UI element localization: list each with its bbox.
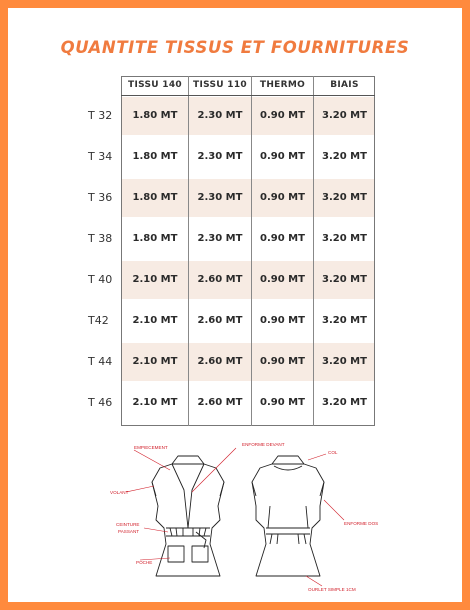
- table-cell: 3.20 MT: [322, 151, 367, 162]
- table-cell: 3.20 MT: [322, 356, 367, 367]
- table-cell: 2.10 MT: [132, 356, 178, 367]
- table-cell: 2.30 MT: [197, 110, 243, 121]
- row-size-label: T42: [88, 314, 109, 327]
- row-size-label: T 34: [88, 150, 113, 163]
- table-cell: 0.90 MT: [260, 397, 305, 408]
- label-enforme-dos: ENFORME DOS: [344, 521, 379, 526]
- table-cell: 3.20 MT: [322, 397, 367, 408]
- table-cell: 1.80 MT: [132, 110, 178, 121]
- table-cell: 2.10 MT: [132, 397, 178, 408]
- garment-diagram: [86, 436, 386, 600]
- table-cell: 0.90 MT: [260, 192, 305, 203]
- vest-flat-sketch: [86, 436, 386, 596]
- table-cell: 0.90 MT: [260, 151, 305, 162]
- table-cell: 2.60 MT: [197, 356, 243, 367]
- table-cell: 2.60 MT: [197, 315, 243, 326]
- table-cell: 0.90 MT: [260, 315, 305, 326]
- table-cell: 1.80 MT: [132, 233, 178, 244]
- column-divider: [188, 76, 189, 426]
- table-cell: 0.90 MT: [260, 233, 305, 244]
- table-cell: 2.30 MT: [197, 151, 243, 162]
- table-cell: 2.60 MT: [197, 397, 243, 408]
- column-header-tissu-110: TISSU 110: [193, 80, 247, 90]
- row-size-label: T 32: [88, 109, 113, 122]
- column-header-tissu-140: TISSU 140: [128, 80, 182, 90]
- table-cell: 2.10 MT: [132, 274, 178, 285]
- label-ceinture: CEINTURE: [116, 522, 140, 527]
- header-divider: [121, 95, 375, 96]
- table-frame: [121, 76, 375, 426]
- label-col: COL: [328, 450, 338, 455]
- table-cell: 1.80 MT: [132, 192, 178, 203]
- column-header-biais: BIAIS: [330, 80, 359, 90]
- table-cell: 0.90 MT: [260, 110, 305, 121]
- row-size-label: T 46: [88, 396, 113, 409]
- table-cell: 2.60 MT: [197, 274, 243, 285]
- column-header-thermo: THERMO: [259, 80, 306, 90]
- label-volant: VOLANT: [110, 490, 129, 495]
- table-cell: 3.20 MT: [322, 274, 367, 285]
- table-cell: 1.80 MT: [132, 151, 178, 162]
- row-size-label: T 36: [88, 191, 113, 204]
- table-cell: 3.20 MT: [322, 233, 367, 244]
- column-divider: [313, 76, 314, 426]
- table-cell: 3.20 MT: [322, 315, 367, 326]
- page: [8, 8, 462, 602]
- table-cell: 2.30 MT: [197, 192, 243, 203]
- label-enforme-devant: ENFORME DEVANT: [242, 442, 285, 447]
- label-poche: POCHE: [136, 560, 153, 565]
- table-cell: 0.90 MT: [260, 274, 305, 285]
- table-cell: 2.10 MT: [132, 315, 178, 326]
- page-title: QUANTITE TISSUS ET FOURNITURES: [60, 38, 410, 57]
- row-size-label: T 40: [88, 273, 113, 286]
- table-cell: 3.20 MT: [322, 192, 367, 203]
- label-empiecement: EMPIECEMENT: [134, 445, 168, 450]
- label-passant: PASSANT: [118, 529, 140, 534]
- table-cell: 3.20 MT: [322, 110, 367, 121]
- column-divider: [251, 76, 252, 426]
- row-size-label: T 44: [88, 355, 113, 368]
- row-size-label: T 38: [88, 232, 113, 245]
- table-cell: 2.30 MT: [197, 233, 243, 244]
- table-cell: 0.90 MT: [260, 356, 305, 367]
- label-ourlet: OURLET SIMPLE 1CM: [308, 587, 356, 592]
